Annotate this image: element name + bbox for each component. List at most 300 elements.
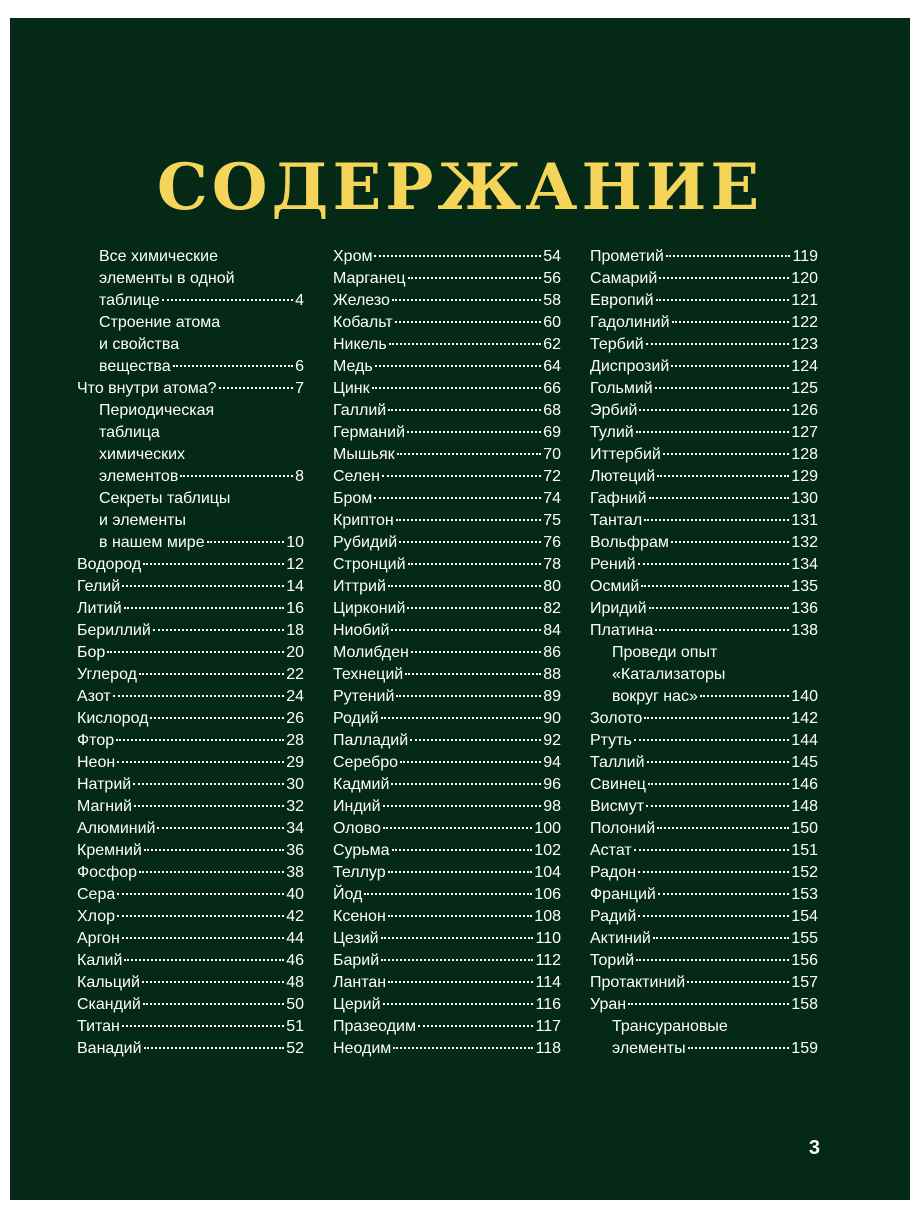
toc-entry[interactable] <box>590 444 818 466</box>
dot-leader <box>657 475 789 477</box>
toc-entry[interactable] <box>333 906 561 928</box>
toc-entry-row <box>333 928 561 950</box>
dot-leader <box>656 299 790 301</box>
dot-leader <box>383 805 542 807</box>
toc-entry-row <box>77 906 304 928</box>
toc-page-number: 40 <box>286 886 304 903</box>
toc-entry[interactable] <box>333 356 561 378</box>
toc-page-number: 148 <box>791 798 818 815</box>
toc-page-number: 32 <box>286 798 304 815</box>
toc-entry-row <box>590 268 818 290</box>
toc-entry-text: таблица <box>99 424 160 441</box>
toc-entry-text: Стронций <box>333 556 406 573</box>
toc-entry-text: Кремний <box>77 842 142 859</box>
dot-leader <box>649 607 790 609</box>
dot-leader <box>388 981 533 983</box>
dot-leader <box>399 541 541 543</box>
toc-entry-text: Бор <box>77 644 106 661</box>
toc-entry-text: Золото <box>590 710 643 727</box>
toc-entry[interactable] <box>77 686 304 708</box>
toc-entry[interactable] <box>590 378 818 400</box>
toc-page-number: 90 <box>543 710 561 727</box>
toc-entry[interactable] <box>77 994 304 1016</box>
toc-entry-text: Хром <box>333 248 373 265</box>
toc-entry-row <box>590 840 818 862</box>
toc-entry[interactable] <box>333 840 561 862</box>
toc-entry[interactable] <box>590 620 818 642</box>
toc-entry[interactable] <box>77 818 304 840</box>
toc-entry-text: Кислород <box>77 710 149 727</box>
toc-entry[interactable] <box>77 950 304 972</box>
toc-entry[interactable] <box>333 1016 561 1038</box>
dot-leader <box>124 607 285 609</box>
toc-entry-text: Празеодим <box>333 1018 416 1035</box>
toc-entry[interactable] <box>590 642 818 708</box>
toc-entry[interactable] <box>590 862 818 884</box>
toc-page-number: 14 <box>286 578 304 595</box>
dot-leader <box>139 673 284 675</box>
toc-entry-row <box>77 994 304 1016</box>
toc-entry-text: Йод <box>333 886 363 903</box>
toc-entry[interactable] <box>590 312 818 334</box>
toc-page-number: 36 <box>286 842 304 859</box>
toc-entry[interactable] <box>590 400 818 422</box>
toc-entry-text: Гелий <box>77 578 121 595</box>
toc-entry[interactable] <box>77 642 304 664</box>
toc-entry[interactable] <box>333 950 561 972</box>
toc-entry-row <box>590 598 818 620</box>
toc-entry[interactable] <box>333 818 561 840</box>
toc-entry-row <box>590 466 818 488</box>
toc-page-number: 80 <box>543 578 561 595</box>
toc-entry-row <box>333 422 561 444</box>
toc-entry[interactable] <box>590 1016 818 1060</box>
dot-leader <box>638 871 789 873</box>
toc-entry-text: Селен <box>333 468 380 485</box>
toc-entry-row <box>590 576 818 598</box>
toc-entry-row <box>333 576 561 598</box>
dot-leader <box>639 409 789 411</box>
dot-leader <box>647 761 790 763</box>
toc-entry[interactable] <box>77 400 304 488</box>
toc-page-number: 104 <box>534 864 561 881</box>
toc-entry[interactable] <box>77 246 304 312</box>
toc-entry-row <box>333 818 561 840</box>
toc-entry[interactable] <box>77 488 304 554</box>
toc-page-number: 82 <box>543 600 561 617</box>
toc-page-number: 123 <box>791 336 818 353</box>
toc-entry-row <box>77 950 304 972</box>
toc-entry[interactable] <box>333 444 561 466</box>
toc-entry-text: Кальций <box>77 974 140 991</box>
dot-leader <box>646 805 789 807</box>
dot-leader <box>124 959 284 961</box>
toc-page-number: 20 <box>286 644 304 661</box>
toc-page-number: 89 <box>543 688 561 705</box>
toc-entry[interactable] <box>333 620 561 642</box>
toc-entry[interactable] <box>333 554 561 576</box>
dot-leader <box>649 497 790 499</box>
toc-entry[interactable] <box>590 290 818 312</box>
toc-entry-row <box>333 620 561 642</box>
toc-entry[interactable] <box>333 598 561 620</box>
toc-entry-row <box>590 862 818 884</box>
toc-entry[interactable] <box>590 708 818 730</box>
dot-leader <box>219 387 294 389</box>
toc-entry-text: Железо <box>333 292 390 309</box>
dot-leader <box>408 563 542 565</box>
toc-entry-text: Водород <box>77 556 142 573</box>
toc-entry[interactable] <box>333 1038 561 1060</box>
toc-entry[interactable] <box>77 620 304 642</box>
toc-entry[interactable] <box>590 334 818 356</box>
toc-page-number: 84 <box>543 622 561 639</box>
toc-entry-row <box>590 444 818 466</box>
toc-page-number: 132 <box>791 534 818 551</box>
toc-page-number: 66 <box>543 380 561 397</box>
toc-entry-text: Кадмий <box>333 776 390 793</box>
toc-entry-text: таблице <box>99 292 160 309</box>
toc-entry-row <box>590 730 818 752</box>
toc-entry[interactable] <box>77 378 304 400</box>
dot-leader <box>628 1003 789 1005</box>
toc-entry[interactable] <box>77 730 304 752</box>
toc-entry[interactable] <box>590 730 818 752</box>
toc-page-number: 86 <box>543 644 561 661</box>
dot-leader <box>658 893 789 895</box>
dot-leader <box>396 695 541 697</box>
toc-entry-row <box>590 334 818 356</box>
toc-entry[interactable] <box>590 488 818 510</box>
toc-entry[interactable] <box>590 928 818 950</box>
dot-leader <box>641 585 789 587</box>
toc-page-number: 151 <box>791 842 818 859</box>
toc-page-number: 135 <box>791 578 818 595</box>
toc-entry[interactable] <box>77 664 304 686</box>
toc-page-number: 70 <box>543 446 561 463</box>
toc-entry[interactable] <box>333 268 561 290</box>
toc-entry-text: Титан <box>77 1018 120 1035</box>
toc-page-number: 24 <box>286 688 304 705</box>
toc-entry[interactable] <box>333 642 561 664</box>
toc-entry-text: Ксенон <box>333 908 386 925</box>
toc-page-number: 106 <box>534 886 561 903</box>
toc-entry-text: Индий <box>333 798 381 815</box>
toc-entry-text: Цезий <box>333 930 379 947</box>
toc-entry-text: Висмут <box>590 798 645 815</box>
toc-entry-row <box>590 752 818 774</box>
dot-leader <box>143 563 284 565</box>
dot-leader <box>153 629 284 631</box>
toc-page-number: 52 <box>286 1040 304 1057</box>
toc-page-number: 96 <box>543 776 561 793</box>
toc-page-number: 4 <box>295 292 304 309</box>
toc-entry-text: Гадолиний <box>590 314 670 331</box>
toc-page-number: 42 <box>286 908 304 925</box>
toc-entry[interactable] <box>77 928 304 950</box>
toc-page-number: 75 <box>543 512 561 529</box>
toc-entry[interactable] <box>333 730 561 752</box>
toc-page-number: 30 <box>286 776 304 793</box>
toc-entry[interactable] <box>333 796 561 818</box>
dot-leader <box>655 629 789 631</box>
toc-page-number: 152 <box>791 864 818 881</box>
toc-entry-text: вокруг нас» <box>612 688 698 705</box>
toc-entry[interactable] <box>590 576 818 598</box>
dot-leader <box>133 783 284 785</box>
toc-entry[interactable] <box>77 862 304 884</box>
dot-leader <box>381 959 533 961</box>
dot-leader <box>122 937 284 939</box>
toc-entry[interactable] <box>590 752 818 774</box>
toc-entry[interactable] <box>333 246 561 268</box>
toc-entry-row <box>333 378 561 400</box>
toc-entry[interactable] <box>333 664 561 686</box>
toc-page-number: 142 <box>791 710 818 727</box>
toc-entry-row <box>77 862 304 884</box>
toc-entry[interactable] <box>333 774 561 796</box>
toc-entry-row <box>333 290 561 312</box>
toc-entry[interactable] <box>77 312 304 378</box>
toc-page-number: 16 <box>286 600 304 617</box>
toc-entry[interactable] <box>590 796 818 818</box>
toc-entry-text: Германий <box>333 424 405 441</box>
toc-entry[interactable] <box>333 488 561 510</box>
dot-leader <box>396 519 542 521</box>
dot-leader <box>407 431 541 433</box>
toc-entry[interactable] <box>333 686 561 708</box>
toc-entry[interactable] <box>590 774 818 796</box>
toc-page-number: 114 <box>535 974 561 991</box>
toc-entry[interactable] <box>77 840 304 862</box>
toc-entry[interactable] <box>590 532 818 554</box>
toc-entry[interactable] <box>590 840 818 862</box>
toc-entry-row <box>333 334 561 356</box>
toc-entry-text: Астат <box>590 842 632 859</box>
toc-page-number: 150 <box>791 820 818 837</box>
toc-entry[interactable] <box>590 466 818 488</box>
toc-entry[interactable] <box>590 246 818 268</box>
toc-page-number: 68 <box>543 402 561 419</box>
toc-entry-text: Рутений <box>333 688 395 705</box>
toc-page-number: 6 <box>295 358 304 375</box>
toc-entry[interactable] <box>590 950 818 972</box>
toc-entry-text: и свойства <box>99 336 180 353</box>
toc-page-number: 56 <box>543 270 561 287</box>
toc-entry[interactable] <box>333 400 561 422</box>
toc-entry[interactable] <box>333 378 561 400</box>
dot-leader <box>400 761 541 763</box>
dot-leader <box>134 805 284 807</box>
toc-entry-row <box>333 686 561 708</box>
toc-entry[interactable] <box>77 796 304 818</box>
toc-entry-row <box>77 686 304 708</box>
dot-leader <box>671 541 789 543</box>
dot-leader <box>391 783 541 785</box>
toc-entry[interactable] <box>590 994 818 1016</box>
toc-entry[interactable] <box>77 1038 304 1060</box>
toc-entry[interactable] <box>333 532 561 554</box>
toc-entry[interactable] <box>590 268 818 290</box>
dot-leader <box>180 475 293 477</box>
dot-leader <box>364 893 532 895</box>
toc-entry-text: Тантал <box>590 512 643 529</box>
dot-leader <box>144 849 284 851</box>
toc-entry-row <box>333 994 561 1016</box>
toc-entry[interactable] <box>590 356 818 378</box>
toc-page-number: 145 <box>791 754 818 771</box>
toc-entry-text: Прометий <box>590 248 664 265</box>
toc-entry-text: Галлий <box>333 402 387 419</box>
toc-entry[interactable] <box>333 510 561 532</box>
toc-entry-text: Цирконий <box>333 600 406 617</box>
toc-entry[interactable] <box>77 972 304 994</box>
toc-entry-text: Сера <box>77 886 116 903</box>
toc-entry[interactable] <box>77 774 304 796</box>
dot-leader <box>374 497 541 499</box>
toc-entry[interactable] <box>590 422 818 444</box>
toc-entry-row <box>590 972 818 994</box>
dot-leader <box>157 827 284 829</box>
toc-page-number: 58 <box>543 292 561 309</box>
toc-entry-row <box>77 642 304 664</box>
toc-entry[interactable] <box>333 928 561 950</box>
toc-entry-row <box>333 312 561 334</box>
toc-entry-text: Медь <box>333 358 373 375</box>
toc-entry-text: в нашем мире <box>99 534 205 551</box>
toc-entry-row <box>77 928 304 950</box>
toc-entry-text: Неон <box>77 754 116 771</box>
toc-entry[interactable] <box>77 752 304 774</box>
toc-entry-text: Фтор <box>77 732 115 749</box>
toc-entry-row <box>77 840 304 862</box>
dot-leader <box>139 871 284 873</box>
toc-entry-row <box>77 1038 304 1060</box>
toc-entry-row <box>77 752 304 774</box>
toc-entry-row <box>590 884 818 906</box>
toc-entry[interactable] <box>590 510 818 532</box>
toc-entry[interactable] <box>77 554 304 576</box>
toc-entry[interactable] <box>333 334 561 356</box>
toc-entry[interactable] <box>77 576 304 598</box>
toc-entry-row <box>590 422 818 444</box>
toc-entry-text: Проведи опыт <box>612 644 718 661</box>
toc-page-number: 74 <box>543 490 561 507</box>
toc-entry[interactable] <box>77 598 304 620</box>
toc-entry[interactable] <box>333 576 561 598</box>
page-number: 3 <box>808 1137 820 1159</box>
toc-page-number: 122 <box>791 314 818 331</box>
toc-entry-text: Диспрозий <box>590 358 670 375</box>
dot-leader <box>418 1025 533 1027</box>
toc-entry-row <box>333 884 561 906</box>
toc-entry-text: Фосфор <box>77 864 138 881</box>
toc-page-number: 127 <box>791 424 818 441</box>
toc-page-number: 76 <box>543 534 561 551</box>
toc-entry[interactable] <box>333 290 561 312</box>
toc-entry-row <box>77 290 304 312</box>
toc-entry-row <box>77 378 304 400</box>
toc-entry-row <box>590 796 818 818</box>
toc-entry-text: Полоний <box>590 820 656 837</box>
dot-leader <box>381 937 534 939</box>
dot-leader <box>687 981 789 983</box>
dot-leader <box>122 1025 284 1027</box>
toc-entry-row <box>77 1016 304 1038</box>
toc-page-number: 155 <box>791 930 818 947</box>
toc-entry[interactable] <box>590 884 818 906</box>
toc-entry[interactable] <box>590 906 818 928</box>
dot-leader <box>395 321 542 323</box>
toc-entry-row <box>77 466 304 488</box>
toc-entry[interactable] <box>333 466 561 488</box>
toc-page-number: 116 <box>535 996 561 1013</box>
toc-entry-text: Азот <box>77 688 111 705</box>
toc-entry-text: Литий <box>77 600 122 617</box>
dot-leader <box>162 299 293 301</box>
toc-entry-row <box>333 444 561 466</box>
toc-page-number: 138 <box>791 622 818 639</box>
dot-leader <box>407 607 541 609</box>
toc-column-1 <box>77 246 304 1060</box>
toc-entry[interactable] <box>590 972 818 994</box>
toc-entry-text: Криптон <box>333 512 394 529</box>
toc-entry-text: Иттрий <box>333 578 386 595</box>
toc-entry[interactable] <box>333 312 561 334</box>
toc-entry[interactable] <box>333 884 561 906</box>
toc-entry-text: Иридий <box>590 600 647 617</box>
toc-entry-text: Секреты таблицы <box>99 490 231 507</box>
toc-entry[interactable] <box>333 708 561 730</box>
toc-entry[interactable] <box>333 862 561 884</box>
toc-page-number: 154 <box>791 908 818 925</box>
toc-entry-row <box>590 686 818 708</box>
toc-entry-text: Ванадий <box>77 1040 142 1057</box>
toc-entry[interactable] <box>333 994 561 1016</box>
toc-entry[interactable] <box>333 972 561 994</box>
toc-page-number: 124 <box>791 358 818 375</box>
dot-leader <box>142 981 284 983</box>
toc-entry-row <box>77 884 304 906</box>
toc-entry[interactable] <box>590 818 818 840</box>
toc-page-number: 72 <box>543 468 561 485</box>
dot-leader <box>392 299 541 301</box>
toc-entry[interactable] <box>77 884 304 906</box>
toc-entry[interactable] <box>77 1016 304 1038</box>
toc-entry-text: Платина <box>590 622 654 639</box>
toc-entry-text: элементы <box>612 1040 686 1057</box>
toc-entry[interactable] <box>77 906 304 928</box>
toc-page-number: 18 <box>286 622 304 639</box>
toc-entry-text: Никель <box>333 336 387 353</box>
toc-entry-text: Все химические <box>99 248 218 265</box>
toc-entry-text: Лантан <box>333 974 387 991</box>
toc-entry-text: химических <box>99 446 186 463</box>
toc-entry-row <box>590 554 818 576</box>
toc-page-number: 144 <box>791 732 818 749</box>
toc-entry[interactable] <box>590 554 818 576</box>
toc-entry[interactable] <box>77 708 304 730</box>
dot-leader <box>113 695 285 697</box>
toc-entry-row <box>333 906 561 928</box>
toc-entry-row <box>77 576 304 598</box>
toc-entry[interactable] <box>333 752 561 774</box>
toc-entry-text: Сурьма <box>333 842 390 859</box>
toc-page-number: 112 <box>535 952 561 969</box>
toc-entry[interactable] <box>333 422 561 444</box>
toc-entry[interactable] <box>590 598 818 620</box>
toc-entry-row <box>590 950 818 972</box>
